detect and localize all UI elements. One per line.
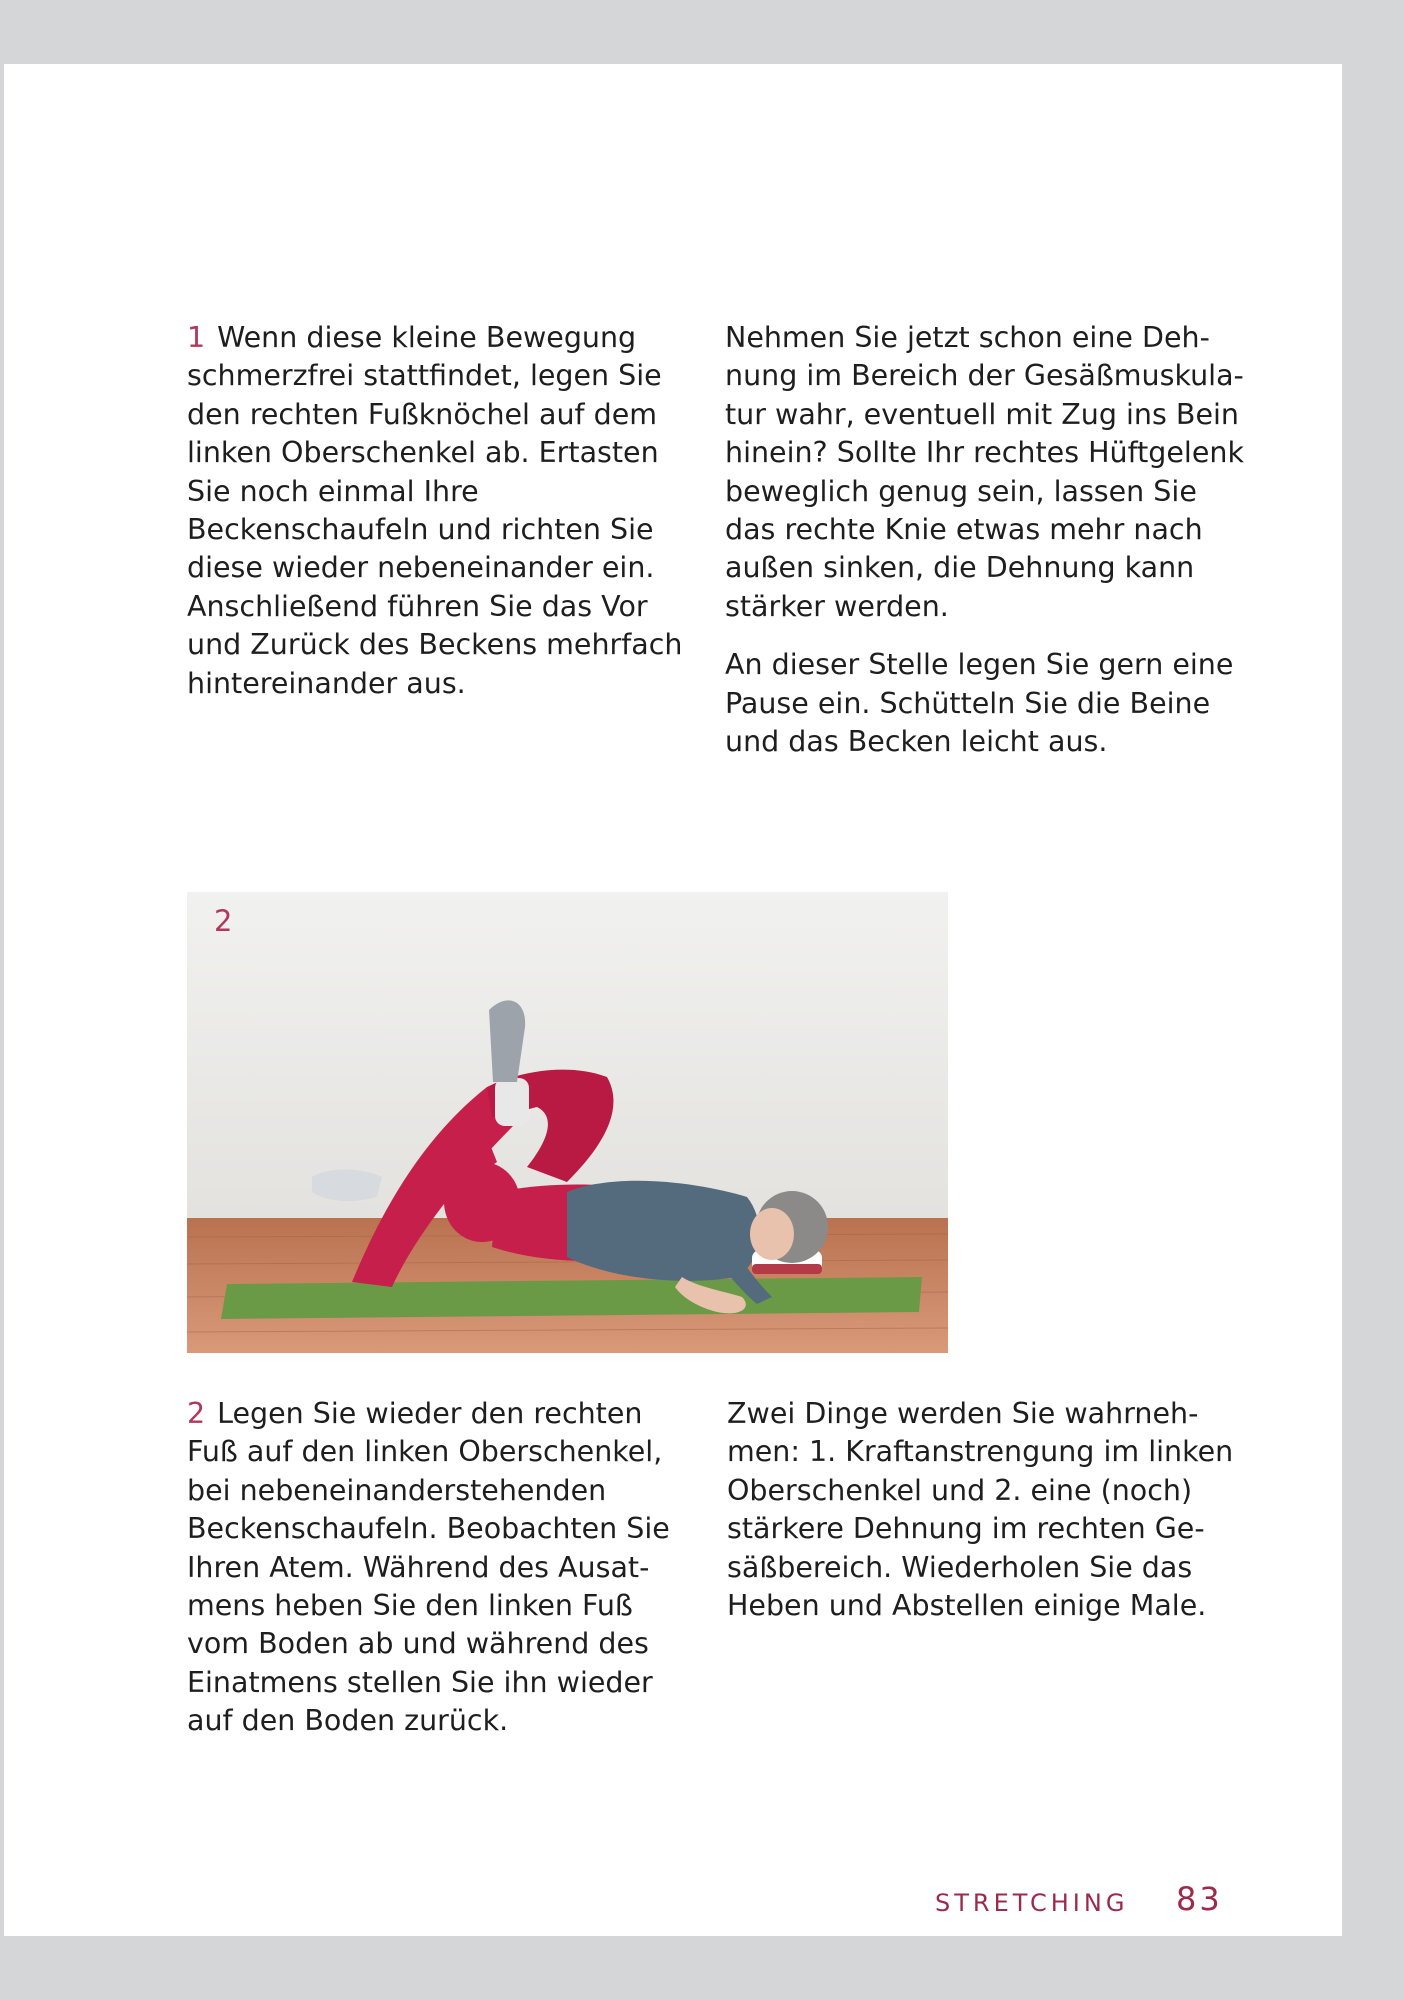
step-1-number: 1 — [187, 321, 206, 354]
exercise-illustration — [187, 892, 948, 1353]
step-2-right-paragraph: Zwei Dinge werden Sie wahrnehmen: 1. Kraftanstrengung im linken Oberschenkel und 2. eine (noch) stärkere Dehnung im rechten Gesäßbereich. Wiederholen Sie das Heben und Abstellen einige Male. — [727, 1397, 1234, 1623]
page-number: 83 — [1176, 1880, 1223, 1918]
book-page — [4, 64, 1342, 1936]
step-1-right-paragraph-1: Nehmen Sie jetzt schon eine Dehnung im Bereich der Gesäßmuskulatur wahr, eventuell mit Zug ins Bein hinein? Sollte Ihr rechtes Hüftgelenk beweglich genug sein, lassen Sie das rechte Knie etwas mehr nach außen sinken, die Dehnung kann stärker werden. — [725, 321, 1244, 623]
step-2-right-column — [727, 1395, 1247, 1625]
step-2-text: Legen Sie wieder den rechten Fuß auf den linken Oberschenkel, bei nebeneinanderstehenden Beckenschaufeln. Beobachten Sie Ihren Atem. Während des Ausatmens heben Sie den linken Fuß vom Boden ab und während des Einatmens stellen Sie ihn wieder auf den Boden zurück. — [187, 1397, 670, 1738]
step-2-left-column — [187, 1395, 697, 1741]
step-2-paragraph — [187, 1395, 697, 1741]
exercise-photo — [187, 892, 948, 1353]
step-1-text: Wenn diese kleine Bewegung schmerzfrei stattfindet, legen Sie den rechten Fußknöchel auf dem linken Oberschenkel ab. Ertasten Sie noch einmal Ihre Beckenschaufeln und richten Sie diese wieder nebeneinander ein. Anschließend führen Sie das Vor und Zurück des Beckens mehrfach hintereinander aus. — [187, 321, 683, 700]
step-1-left-column — [187, 319, 697, 703]
section-title: STRETCHING — [935, 1889, 1129, 1917]
step-1-right-paragraph-2: An dieser Stelle legen Sie gern eine Pause ein. Schütteln Sie die Beine und das Becken leicht aus. — [725, 648, 1234, 759]
step-1-paragraph — [187, 319, 697, 703]
step-1-right-column — [725, 319, 1245, 761]
yoga-mat — [221, 1277, 922, 1319]
photo-step-number: 2 — [214, 904, 233, 938]
step-2-number: 2 — [187, 1397, 206, 1430]
